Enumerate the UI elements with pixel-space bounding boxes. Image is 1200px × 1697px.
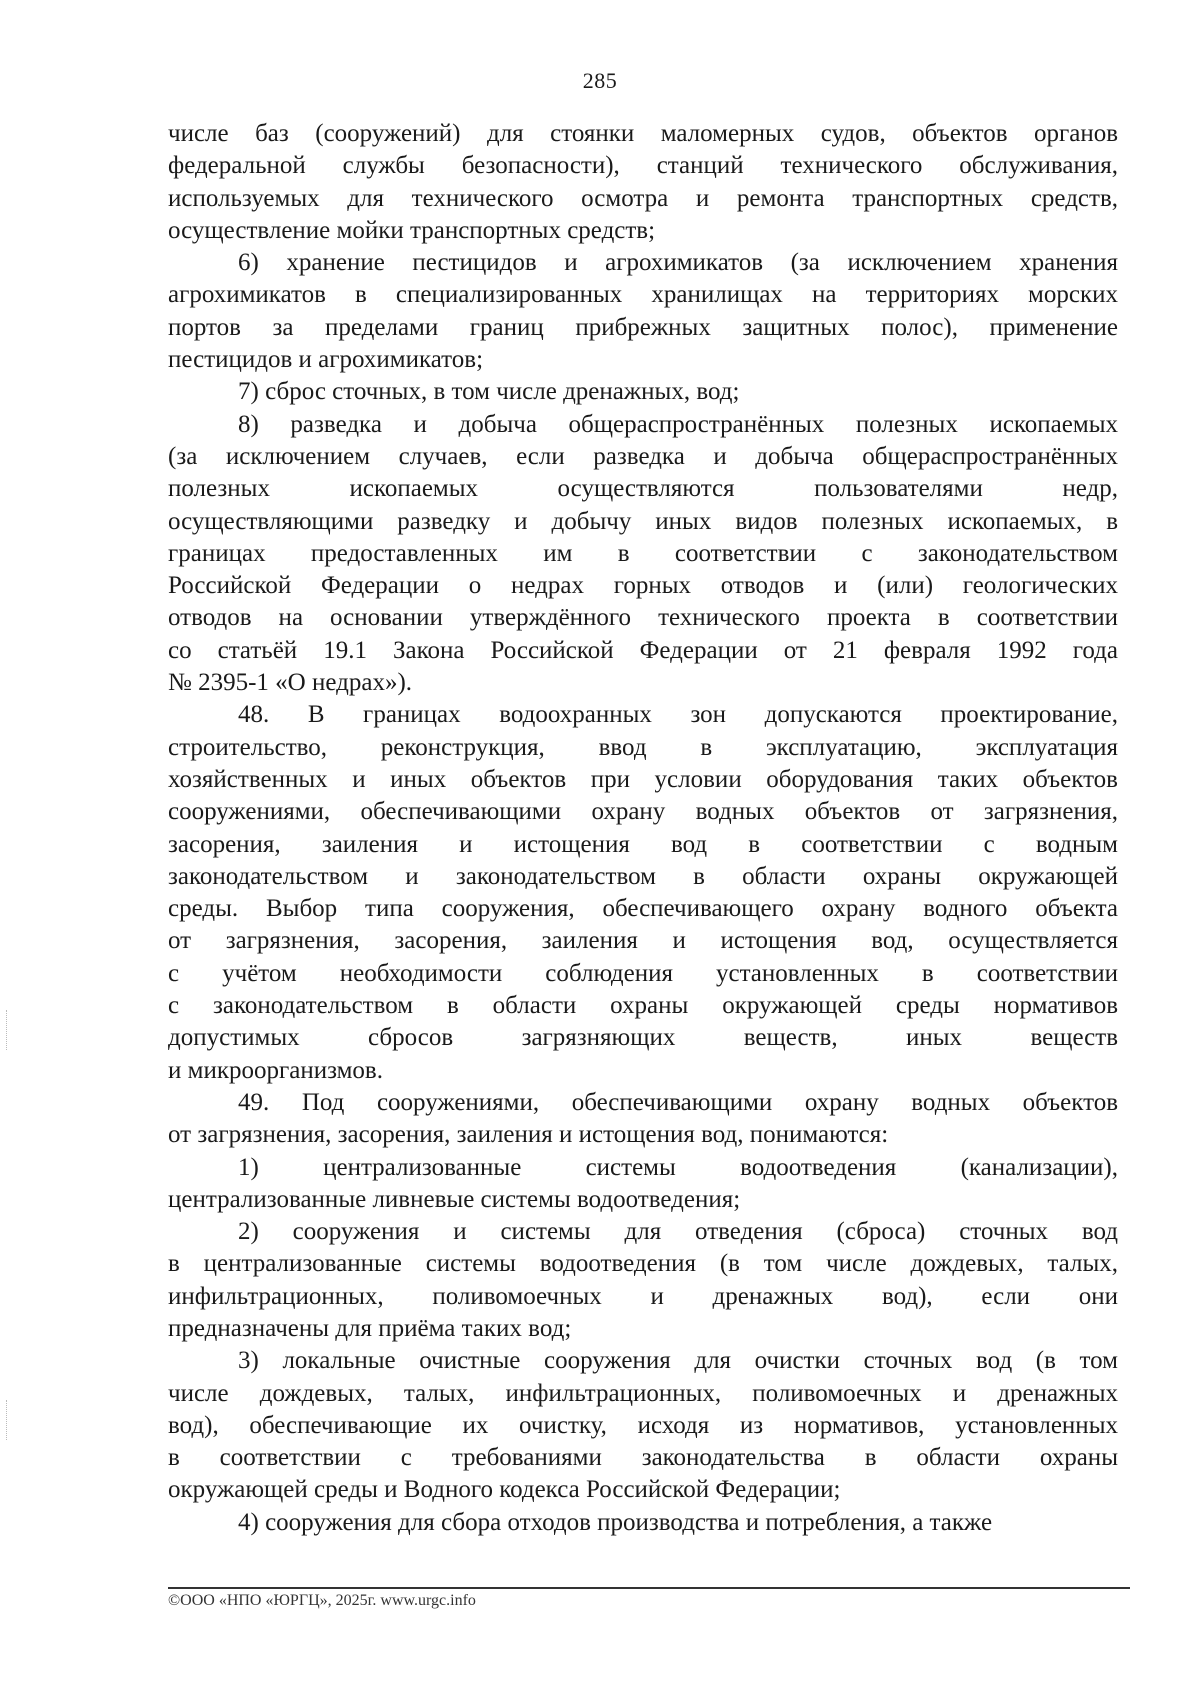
text-line: от загрязнения, засорения, заиления и истощения вод, осуществляется [168, 927, 1118, 955]
text-line: вод), обеспечивающие их очистку, исходя из нормативов, установленных [168, 1411, 1118, 1439]
text-line: № 2395-1 «О недрах»). [168, 669, 413, 697]
text-line: со статьёй 19.1 Закона Российской Федерации от 21 февраля 1992 года [168, 636, 1118, 664]
text-line: Российской Федерации о недрах горных отводов и (или) геологических [168, 572, 1118, 600]
text-line: числе баз (сооружений) для стоянки маломерных судов, объектов органов [168, 120, 1118, 147]
paragraph [168, 409, 1118, 700]
text-line: допустимых сбросов загрязняющих веществ, иных веществ [168, 1024, 1118, 1052]
text-line: портов за пределами границ прибрежных защитных полос), применение [168, 313, 1118, 341]
scan-margin-mark [6, 1010, 9, 1050]
text-line: 1) централизованные системы водоотведения (канализации), [238, 1153, 1118, 1181]
text-line: 8) разведка и добыча общераспространённых полезных ископаемых [238, 410, 1118, 438]
paragraph [168, 118, 1118, 247]
text-line: централизованные ливневые системы водоотведения; [168, 1185, 741, 1213]
text-line: числе дождевых, талых, инфильтрационных, поливомоечных и дренажных [168, 1379, 1118, 1407]
text-line: хозяйственных и иных объектов при условии оборудования таких объектов [168, 765, 1118, 793]
text-line: 7) сброс сточных, в том числе дренажных, вод; [238, 378, 740, 406]
paragraph [168, 1087, 1118, 1152]
footer-copyright: ©ООО «НПО «ЮРГЦ», 2025г. www.urgc.info [168, 1592, 476, 1609]
text-line: среды. Выбор типа сооружения, обеспечивающего охрану водного объекта [168, 895, 1118, 923]
text-line: границах предоставленных им в соответствии с законодательством [168, 539, 1118, 567]
text-line: с учётом необходимости соблюдения установленных в соответствии [168, 959, 1118, 987]
text-line: законодательством и законодательством в области охраны окружающей [168, 862, 1118, 890]
document-body [168, 118, 1118, 1539]
text-line: и микроорганизмов. [168, 1056, 383, 1084]
text-line: сооружениями, обеспечивающими охрану водных объектов от загрязнения, [168, 798, 1118, 826]
paragraph [168, 1507, 1118, 1539]
text-line: в соответствии с требованиями законодательства в области охраны [168, 1444, 1118, 1472]
text-line: строительство, реконструкция, ввод в эксплуатацию, эксплуатация [168, 733, 1118, 761]
paragraph [168, 1216, 1118, 1345]
text-line: инфильтрационных, поливомоечных и дренажных вод), если они [168, 1282, 1118, 1310]
text-line: отводов на основании утверждённого технического проекта в соответствии [168, 604, 1118, 632]
text-line: федеральной службы безопасности), станций технического обслуживания, [168, 152, 1118, 180]
paragraph [168, 1152, 1118, 1217]
scan-margin-mark [6, 1400, 9, 1440]
text-line: 48. В границах водоохранных зон допускаются проектирование, [238, 701, 1118, 729]
text-line: осуществление мойки транспортных средств; [168, 216, 656, 244]
text-line: в централизованные системы водоотведения (в том числе дождевых, талых, [168, 1250, 1118, 1278]
text-line: 49. Под сооружениями, обеспечивающими охрану водных объектов [238, 1088, 1118, 1116]
page-number: 285 [582, 68, 618, 93]
text-line: 3) локальные очистные сооружения для очистки сточных вод (в том [238, 1347, 1118, 1375]
text-line: 6) хранение пестицидов и агрохимикатов (за исключением хранения [238, 249, 1118, 277]
paragraph [168, 247, 1118, 376]
text-line: осуществляющими разведку и добычу иных видов полезных ископаемых, в [168, 507, 1118, 535]
text-line: с законодательством в области охраны окружающей среды нормативов [168, 992, 1118, 1020]
text-line: 4) сооружения для сбора отходов производства и потребления, а также [238, 1508, 993, 1536]
paragraph [168, 699, 1118, 1087]
text-line: используемых для технического осмотра и ремонта транспортных средств, [168, 184, 1118, 212]
text-line: от загрязнения, засорения, заиления и истощения вод, понимаются: [168, 1121, 889, 1149]
footer-divider [168, 1587, 1130, 1589]
paragraph [168, 376, 1118, 408]
text-line: предназначены для приёма таких вод; [168, 1314, 572, 1342]
text-line: 2) сооружения и системы для отведения (сброса) сточных вод [238, 1218, 1118, 1246]
text-line: (за исключением случаев, если разведка и добыча общераспространённых [168, 442, 1118, 470]
text-line: агрохимикатов в специализированных хранилищах на территориях морских [168, 281, 1118, 309]
text-line: окружающей среды и Водного кодекса Российской Федерации; [168, 1476, 841, 1504]
text-line: пестицидов и агрохимикатов; [168, 346, 484, 374]
paragraph [168, 1345, 1118, 1506]
text-line: полезных ископаемых осуществляются пользователями недр, [168, 475, 1118, 503]
text-line: засорения, заиления и истощения вод в соответствии с водным [168, 830, 1118, 858]
